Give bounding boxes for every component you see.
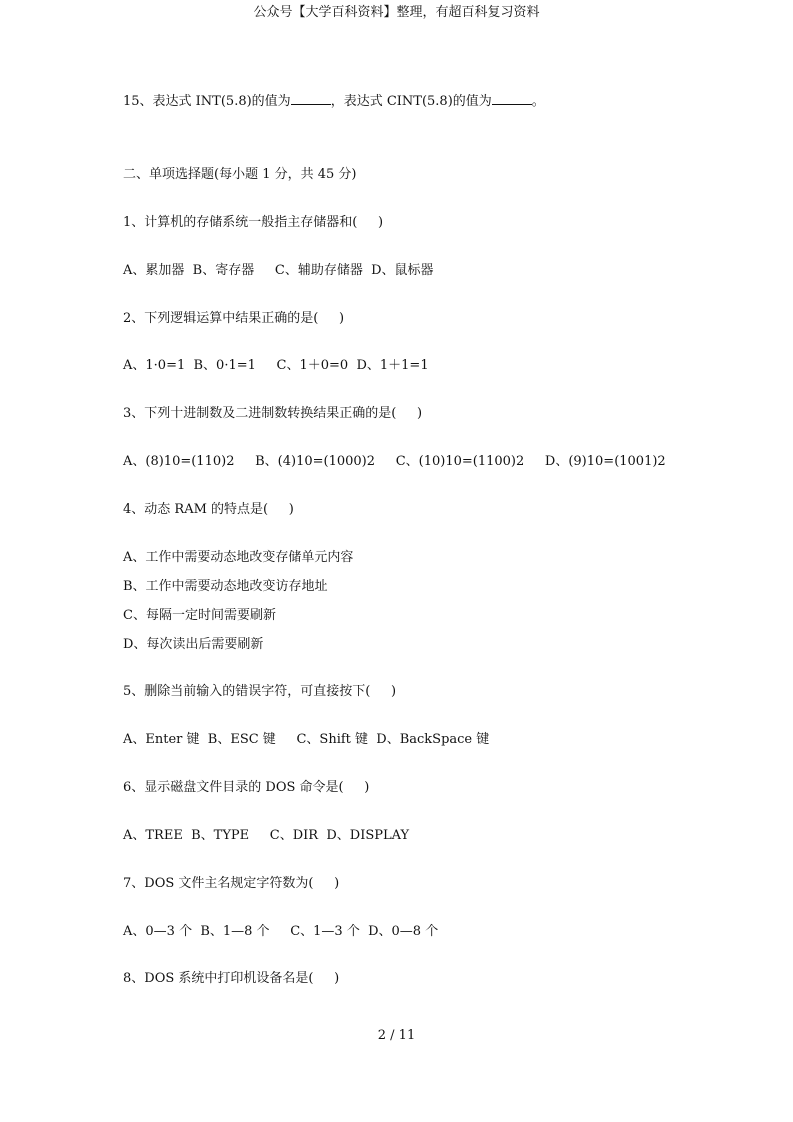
question-3-options: A、(8)10=(110)2 B、(4)10=(1000)2 C、(10)10=(1100)2 D、(9)10=(1001)2 <box>123 454 666 469</box>
question-3-stem: 3、下列十进制数及二进制数转换结果正确的是( ) <box>123 406 423 421</box>
question-1-stem: 1、计算机的存储系统一般指主存储器和( ) <box>123 215 384 230</box>
answer-blank-2 <box>492 90 532 105</box>
question-2-stem: 2、下列逻辑运算中结果正确的是( ) <box>123 311 345 326</box>
question-4-stem: 4、动态 RAM 的特点是( ) <box>123 502 294 517</box>
question-6-stem: 6、显示磁盘文件目录的 DOS 命令是( ) <box>123 780 370 795</box>
question-4-option-d: D、每次读出后需要刷新 <box>123 637 264 652</box>
question-4-option-a: A、工作中需要动态地改变存储单元内容 <box>123 550 354 565</box>
q15-text-1: 15、表达式 INT(5.8)的值为 <box>123 94 291 109</box>
question-8-stem: 8、DOS 系统中打印机设备名是( ) <box>123 971 340 986</box>
page-header: 公众号【大学百科资料】整理，有超百科复习资料 <box>253 5 540 20</box>
question-4-option-b: B、工作中需要动态地改变访存地址 <box>123 579 328 594</box>
question-2-options: A、1·0=1 B、0·1=1 C、1＋0=0 D、1＋1=1 <box>123 358 429 373</box>
question-7-stem: 7、DOS 文件主名规定字符数为( ) <box>123 876 340 891</box>
question-1-options: A、累加器 B、寄存器 C、辅助存储器 D、鼠标器 <box>123 263 434 278</box>
page-number: 2 / 11 <box>377 1028 416 1043</box>
question-4-option-c: C、每隔一定时间需要刷新 <box>123 608 276 623</box>
question-5-stem: 5、删除当前输入的错误字符，可直接按下( ) <box>123 684 397 699</box>
question-5-options: A、Enter 键 B、ESC 键 C、Shift 键 D、BackSpace 键 <box>123 732 490 747</box>
q15-text-2: ，表达式 CINT(5.8)的值为 <box>330 94 492 109</box>
answer-blank-1 <box>291 90 331 105</box>
question-7-options: A、0—3 个 B、1—8 个 C、1—3 个 D、0—8 个 <box>123 924 439 939</box>
question-15 <box>123 90 545 111</box>
section-title: 二、单项选择题(每小题 1 分，共 45 分) <box>123 167 357 182</box>
q15-text-3: 。 <box>531 94 545 109</box>
question-6-options: A、TREE B、TYPE C、DIR D、DISPLAY <box>123 828 410 843</box>
